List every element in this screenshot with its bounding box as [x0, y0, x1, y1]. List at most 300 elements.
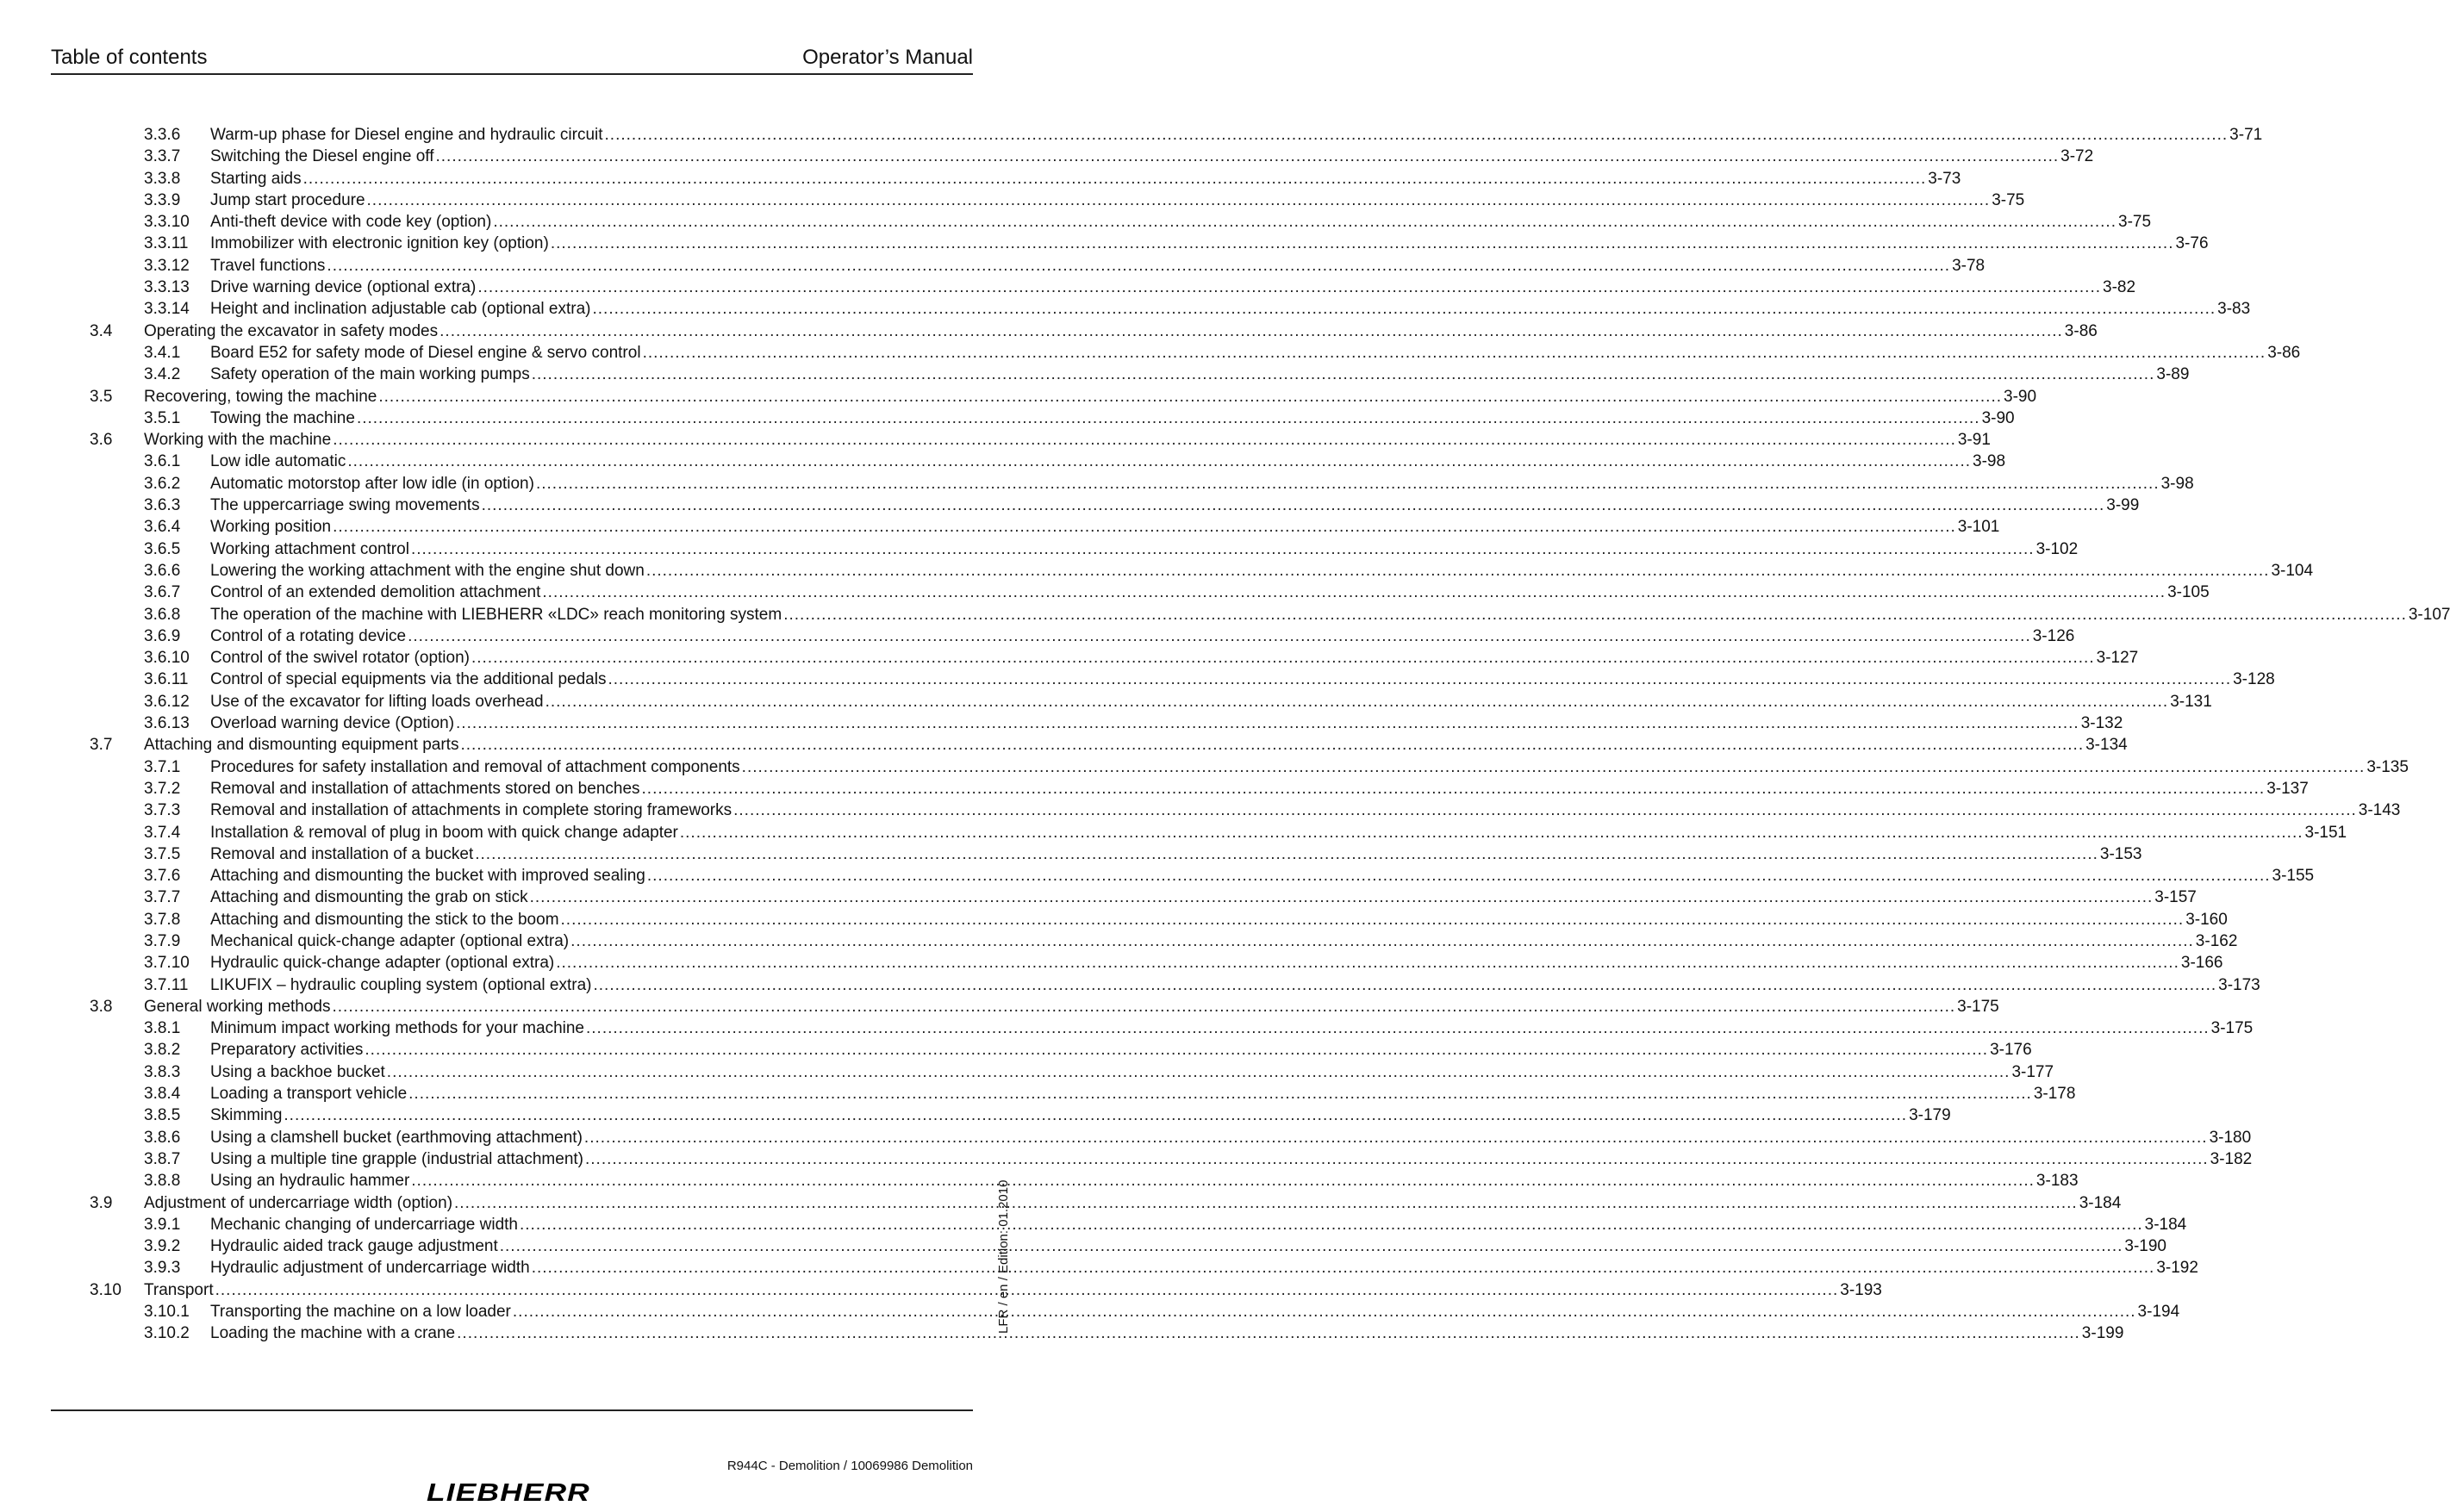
- toc-entry-line: [210, 691, 2212, 712]
- toc-entry[interactable]: [90, 1061, 2054, 1083]
- toc-entry-title: Removal and installation of attachments stored on benches: [210, 779, 640, 798]
- toc-entry-number: 3.9.2: [144, 1237, 181, 1256]
- toc-entry-number: 3.7.11: [144, 975, 189, 994]
- toc-entry[interactable]: [90, 538, 2079, 560]
- toc-entry-number: 3.5.1: [144, 408, 181, 427]
- toc-entry-page: 3-177: [2011, 1062, 2054, 1081]
- toc-entry-number: 3.8.8: [144, 1172, 181, 1191]
- toc-entry-line: [210, 1170, 2079, 1192]
- toc-entry-line: [144, 734, 2128, 756]
- toc-entry-number: 3.8.1: [144, 1019, 181, 1038]
- toc-entry-title: Travel functions: [210, 256, 326, 275]
- toc-entry-title: Using a clamshell bucket (earthmoving attachment): [210, 1128, 583, 1147]
- toc-entry-title: Hydraulic aided track gauge adjustment: [210, 1237, 498, 1256]
- toc-dot-leader: ............................................................................................................................................................................................................................................................................................................: [642, 343, 2266, 362]
- toc-dot-leader: ............................................................................................................................................................................................................................................................................................................: [783, 605, 2407, 624]
- toc-dot-leader: ............................................................................................................................................................................................................................................................................................................: [356, 408, 1980, 427]
- toc-entry-line: [210, 1039, 2032, 1061]
- toc-entry-line: [210, 255, 1986, 277]
- toc-dot-leader: ............................................................................................................................................................................................................................................................................................................: [332, 997, 1956, 1016]
- toc-dot-leader: ............................................................................................................................................................................................................................................................................................................: [586, 1019, 2210, 1038]
- toc-entry-number: 3.6.5: [144, 539, 181, 558]
- edition-note: LFR / en / Edition: 01.2010: [996, 1179, 1011, 1334]
- toc-dot-leader: ............................................................................................................................................................................................................................................................................................................: [408, 626, 2031, 645]
- toc-entry-number: 3.4: [90, 321, 113, 340]
- toc-entry[interactable]: [90, 625, 2075, 647]
- toc-entry-line: [144, 1192, 2122, 1214]
- toc-entry-line: [210, 604, 2450, 625]
- toc-entry[interactable]: [90, 168, 1961, 190]
- toc-entry-title: Safety operation of the main working pumps: [210, 365, 530, 384]
- toc-entry-page: 3-194: [2137, 1303, 2180, 1322]
- footer-document-code: R944C - Demolition / 10069986 Demolition: [726, 1459, 973, 1473]
- toc-entry-number: 3.8.6: [144, 1128, 181, 1147]
- toc-dot-leader: ............................................................................................................................................................................................................................................................................................................: [585, 1149, 2209, 1168]
- toc-entry-page: 3-137: [2266, 779, 2309, 798]
- toc-entry[interactable]: [90, 386, 2037, 408]
- toc-dot-leader: ............................................................................................................................................................................................................................................................................................................: [542, 583, 2166, 602]
- toc-entry-page: 3-178: [2033, 1085, 2076, 1104]
- toc-entry-page: 3-75: [2118, 213, 2152, 232]
- toc-entry-line: [210, 1148, 2253, 1170]
- toc-entry-title: Installation & removal of plug in boom with quick change adapter: [210, 823, 678, 842]
- toc-entry-page: 3-155: [2272, 867, 2315, 886]
- toc-entry[interactable]: [90, 1235, 2167, 1257]
- toc-dot-leader: ............................................................................................................................................................................................................................................................................................................: [435, 147, 2060, 166]
- toc-entry-page: 3-101: [1957, 518, 2000, 537]
- toc-dot-leader: ............................................................................................................................................................................................................................................................................................................: [284, 1106, 1908, 1125]
- toc-entry-number: 3.7.7: [144, 888, 181, 907]
- toc-entry[interactable]: [90, 473, 2194, 495]
- toc-dot-leader: ............................................................................................................................................................................................................................................................................................................: [641, 779, 2266, 798]
- toc-entry[interactable]: [90, 669, 2275, 690]
- toc-entry[interactable]: [90, 560, 2314, 582]
- toc-entry-line: [210, 516, 2000, 538]
- toc-entry-page: 3-76: [2175, 234, 2209, 253]
- toc-entry-number: 3.8.5: [144, 1106, 181, 1125]
- toc-entry-page: 3-160: [2185, 910, 2228, 929]
- toc-entry-title: Immobilizer with electronic ignition key (option): [210, 234, 549, 253]
- toc-entry-page: 3-89: [2156, 365, 2190, 384]
- toc-entry[interactable]: [90, 822, 2347, 843]
- toc-entry-line: [210, 146, 2094, 167]
- toc-entry-page: 3-86: [2064, 321, 2098, 340]
- toc-entry[interactable]: [90, 342, 2301, 364]
- toc-entry-line: [210, 451, 2006, 472]
- toc-entry-number: 3.4.1: [144, 343, 181, 362]
- toc-entry-line: [210, 778, 2309, 800]
- toc-dot-leader: ............................................................................................................................................................................................................................................................................................................: [535, 474, 2160, 493]
- toc-entry[interactable]: [90, 974, 2260, 996]
- toc-entry-page: 3-190: [2124, 1237, 2167, 1256]
- toc-entry-page: 3-83: [2217, 300, 2251, 319]
- header-manual-name: Operator’s Manual: [802, 46, 973, 69]
- toc-dot-leader: ............................................................................................................................................................................................................................................................................................................: [520, 1215, 2143, 1234]
- toc-entry-title: Transporting the machine on a low loader: [210, 1303, 511, 1322]
- toc-entry-title: Overload warning device (Option): [210, 714, 455, 733]
- toc-entry-title: Working position: [210, 518, 332, 537]
- toc-entry-title: Attaching and dismounting equipment parts: [144, 736, 459, 755]
- toc-entry-title: Hydraulic quick-change adapter (optional extra): [210, 954, 555, 973]
- toc-entry-number: 3.9.1: [144, 1215, 181, 1234]
- toc-entry[interactable]: [90, 909, 2228, 930]
- toc-entry-title: Switching the Diesel engine off: [210, 147, 434, 166]
- toc-entry-page: 3-73: [1928, 169, 1961, 188]
- toc-entry-number: 3.9.3: [144, 1259, 181, 1278]
- toc-entry[interactable]: [90, 952, 2223, 974]
- header-divider: [51, 73, 973, 75]
- toc-entry[interactable]: [90, 146, 2094, 167]
- toc-entry-title: Anti-theft device with code key (option): [210, 213, 492, 232]
- toc-entry-line: [210, 473, 2194, 495]
- toc-entry-number: 3.6.9: [144, 626, 181, 645]
- toc-entry-line: [210, 342, 2301, 364]
- toc-entry-page: 3-75: [1992, 190, 2025, 209]
- toc-entry-line: [144, 996, 1999, 1017]
- toc-dot-leader: ............................................................................................................................................................................................................................................................................................................: [531, 365, 2155, 384]
- toc-entry-page: 3-166: [2180, 954, 2223, 973]
- toc-entry[interactable]: [90, 1170, 2079, 1192]
- toc-entry-page: 3-134: [2085, 736, 2128, 755]
- toc-entry[interactable]: [90, 277, 2136, 298]
- toc-entry-title: Using a multiple tine grapple (industrial attachment): [210, 1149, 583, 1168]
- toc-dot-leader: ............................................................................................................................................................................................................................................................................................................: [550, 234, 2174, 253]
- toc-dot-leader: ............................................................................................................................................................................................................................................................................................................: [608, 670, 2232, 689]
- toc-entry-title: Loading a transport vehicle: [210, 1085, 408, 1104]
- toc-entry-title: LIKUFIX – hydraulic coupling system (optional extra): [210, 975, 592, 994]
- toc-entry-number: 3.7.6: [144, 867, 181, 886]
- toc-entry[interactable]: [90, 691, 2212, 712]
- toc-dot-leader: ............................................................................................................................................................................................................................................................................................................: [646, 867, 2271, 886]
- toc-entry[interactable]: [90, 451, 2006, 472]
- toc-entry-title: Using a backhoe bucket: [210, 1062, 385, 1081]
- toc-entry-title: Using an hydraulic hammer: [210, 1172, 410, 1191]
- toc-dot-leader: ............................................................................................................................................................................................................................................................................................................: [454, 1193, 2078, 1212]
- toc-entry-line: [210, 298, 2251, 320]
- toc-entry[interactable]: [90, 1257, 2198, 1279]
- toc-entry-line: [210, 756, 2409, 778]
- toc-dot-leader: ............................................................................................................................................................................................................................................................................................................: [592, 300, 2216, 319]
- toc-dot-leader: ............................................................................................................................................................................................................................................................................................................: [583, 1128, 2208, 1147]
- toc-entry-line: [210, 190, 2025, 211]
- toc-entry-page: 3-193: [1840, 1280, 1882, 1299]
- toc-entry[interactable]: [90, 190, 2025, 211]
- toc-entry-title: Adjustment of undercarriage width (option): [144, 1193, 453, 1212]
- toc-entry-title: Control of an extended demolition attachment: [210, 583, 541, 602]
- toc-entry-number: 3.3.10: [144, 213, 190, 232]
- toc-entry-line: [210, 1301, 2180, 1322]
- toc-entry[interactable]: [90, 298, 2251, 320]
- toc-entry-title: Working attachment control: [210, 539, 409, 558]
- toc-dot-leader: ............................................................................................................................................................................................................................................................................................................: [386, 1062, 2010, 1081]
- toc-entry-title: Attaching and dismounting the bucket with improved sealing: [210, 867, 645, 886]
- toc-entry-page: 3-182: [2210, 1149, 2253, 1168]
- toc-dot-leader: ............................................................................................................................................................................................................................................................................................................: [302, 169, 1927, 188]
- toc-entry-line: [210, 495, 2140, 516]
- toc-dot-leader: ............................................................................................................................................................................................................................................................................................................: [512, 1303, 2136, 1322]
- toc-dot-leader: ............................................................................................................................................................................................................................................................................................................: [604, 126, 2229, 144]
- toc-entry-page: 3-128: [2233, 670, 2275, 689]
- toc-entry[interactable]: [90, 516, 2000, 538]
- toc-entry-number: 3.6.11: [144, 670, 189, 689]
- toc-entry-number: 3.7: [90, 736, 113, 755]
- toc-entry-title: Control of special equipments via the additional pedals: [210, 670, 607, 689]
- toc-entry-line: [210, 712, 2123, 734]
- toc-entry[interactable]: [90, 843, 2142, 865]
- toc-entry-title: Hydraulic adjustment of undercarriage width: [210, 1259, 530, 1278]
- toc-entry-page: 3-102: [2035, 539, 2079, 558]
- toc-entry[interactable]: [90, 320, 2098, 342]
- toc-dot-leader: ............................................................................................................................................................................................................................................................................................................: [556, 954, 2179, 973]
- toc-dot-leader: ............................................................................................................................................................................................................................................................................................................: [333, 518, 1956, 537]
- toc-entry-page: 3-151: [2304, 823, 2347, 842]
- toc-entry-page: 3-104: [2271, 561, 2314, 580]
- toc-entry-page: 3-82: [2103, 278, 2136, 297]
- toc-entry-page: 3-86: [2267, 343, 2301, 362]
- toc-entry-line: [210, 669, 2275, 690]
- toc-entry-title: Attaching and dismounting the grab on stick: [210, 888, 528, 907]
- toc-entry-number: 3.6.4: [144, 518, 181, 537]
- toc-entry-line: [210, 1083, 2076, 1104]
- toc-entry-number: 3.7.4: [144, 823, 181, 842]
- footer-divider: [51, 1409, 973, 1411]
- toc-entry-number: 3.6.13: [144, 714, 190, 733]
- toc-entry-title: Minimum impact working methods for your machine: [210, 1019, 584, 1038]
- toc-entry-page: 3-173: [2218, 975, 2260, 994]
- toc-entry-line: [210, 887, 2197, 908]
- toc-entry-line: [210, 930, 2238, 952]
- toc-entry[interactable]: [90, 887, 2197, 908]
- toc-dot-leader: ............................................................................................................................................................................................................................................................................................................: [408, 1085, 2032, 1104]
- toc-entry-page: 3-179: [1909, 1106, 1951, 1125]
- toc-entry[interactable]: [90, 1039, 2032, 1061]
- toc-entry-title: Operating the excavator in safety modes: [144, 321, 439, 340]
- toc-entry-page: 3-90: [1981, 408, 2015, 427]
- toc-entry[interactable]: [90, 1083, 2076, 1104]
- toc-dot-leader: ............................................................................................................................................................................................................................................................................................................: [481, 496, 2105, 515]
- toc-entry-line: [210, 1061, 2054, 1083]
- toc-dot-leader: ............................................................................................................................................................................................................................................................................................................: [741, 757, 2366, 776]
- toc-entry-number: 3.8.2: [144, 1041, 181, 1060]
- toc-dot-leader: ............................................................................................................................................................................................................................................................................................................: [215, 1280, 1839, 1299]
- toc-entry[interactable]: [90, 1192, 2122, 1214]
- toc-entry-number: 3.7.5: [144, 844, 181, 863]
- toc-dot-leader: ............................................................................................................................................................................................................................................................................................................: [477, 278, 2102, 297]
- toc-entry-number: 3.6.3: [144, 496, 181, 515]
- toc-dot-leader: ............................................................................................................................................................................................................................................................................................................: [545, 692, 2169, 711]
- toc-entry-title: Automatic motorstop after low idle (in option): [210, 474, 534, 493]
- toc-entry-number: 3.10.2: [144, 1324, 190, 1343]
- toc-entry-title: General working methods: [144, 997, 331, 1016]
- toc-dot-leader: ............................................................................................................................................................................................................................................................................................................: [327, 256, 1951, 275]
- toc-dot-leader: ............................................................................................................................................................................................................................................................................................................: [378, 387, 2003, 406]
- toc-entry-line: [210, 277, 2136, 298]
- toc-entry[interactable]: [90, 211, 2152, 233]
- toc-entry-page: 3-105: [2167, 583, 2210, 602]
- toc-entry-number: 3.6.1: [144, 452, 181, 471]
- toc-entry-title: Procedures for safety installation and removal of attachment components: [210, 757, 740, 776]
- toc-entry[interactable]: [90, 1017, 2254, 1039]
- toc-entry-title: Drive warning device (optional extra): [210, 278, 477, 297]
- toc-dot-leader: ............................................................................................................................................................................................................................................................................................................: [471, 649, 2095, 668]
- toc-entry[interactable]: [90, 647, 2139, 669]
- toc-dot-leader: ............................................................................................................................................................................................................................................................................................................: [475, 844, 2098, 863]
- toc-entry[interactable]: [90, 778, 2309, 800]
- liebherr-logo: [424, 1479, 593, 1505]
- toc-entry-title: Transport: [144, 1280, 214, 1299]
- toc-entry-line: [144, 1279, 1882, 1301]
- toc-entry-line: [210, 1322, 2124, 1344]
- toc-entry-number: 3.7.10: [144, 954, 190, 973]
- toc-entry-number: 3.4.2: [144, 365, 181, 384]
- toc-entry-page: 3-107: [2408, 605, 2450, 624]
- toc-entry-page: 3-183: [2035, 1172, 2079, 1191]
- toc-entry-number: 3.3.7: [144, 147, 181, 166]
- toc-entry-number: 3.8.7: [144, 1149, 181, 1168]
- toc-entry-line: [210, 974, 2260, 996]
- toc-entry-title: Skimming: [210, 1106, 283, 1125]
- toc-entry-number: 3.3.13: [144, 278, 190, 297]
- toc-entry-line: [210, 1214, 2187, 1235]
- toc-entry-line: [210, 952, 2223, 974]
- toc-entry-number: 3.7.3: [144, 801, 181, 820]
- toc-entry-page: 3-184: [2144, 1215, 2187, 1234]
- toc-entry[interactable]: [90, 734, 2128, 756]
- toc-dot-leader: ............................................................................................................................................................................................................................................................................................................: [411, 1172, 2035, 1191]
- toc-entry-title: Mechanic changing of undercarriage width: [210, 1215, 518, 1234]
- toc-entry-page: 3-153: [2099, 844, 2142, 863]
- toc-dot-leader: ............................................................................................................................................................................................................................................................................................................: [570, 931, 2194, 950]
- toc-entry[interactable]: [90, 255, 1986, 277]
- toc-dot-leader: ............................................................................................................................................................................................................................................................................................................: [440, 321, 2063, 340]
- toc-dot-leader: ............................................................................................................................................................................................................................................................................................................: [410, 539, 2035, 558]
- toc-entry-line: [210, 843, 2142, 865]
- toc-dot-leader: ............................................................................................................................................................................................................................................................................................................: [733, 801, 2357, 820]
- toc-entry-line: [210, 211, 2152, 233]
- toc-entry[interactable]: [90, 604, 2450, 625]
- toc-entry[interactable]: [90, 1301, 2180, 1322]
- toc-dot-leader: ............................................................................................................................................................................................................................................................................................................: [499, 1237, 2123, 1256]
- toc-entry[interactable]: [90, 124, 2263, 146]
- toc-entry-number: 3.6.10: [144, 649, 190, 668]
- toc-entry-title: Working with the machine: [144, 431, 332, 450]
- liebherr-logo-text: LIEBHERR: [427, 1479, 590, 1507]
- toc-entry-title: Recovering, towing the machine: [144, 387, 377, 406]
- toc-entry-page: 3-175: [2210, 1019, 2254, 1038]
- toc-entry[interactable]: [90, 582, 2210, 603]
- toc-entry-page: 3-162: [2195, 931, 2238, 950]
- toc-entry-page: 3-157: [2154, 888, 2197, 907]
- toc-entry-title: Starting aids: [210, 169, 302, 188]
- toc-entry-page: 3-99: [2106, 496, 2140, 515]
- toc-dot-leader: ............................................................................................................................................................................................................................................................................................................: [593, 975, 2217, 994]
- toc-entry-number: 3.5: [90, 387, 113, 406]
- toc-entry[interactable]: [90, 364, 2190, 385]
- toc-entry-title: Mechanical quick-change adapter (optional extra): [210, 931, 570, 950]
- toc-entry-page: 3-127: [2096, 649, 2139, 668]
- toc-entry[interactable]: [90, 408, 2015, 429]
- toc-dot-leader: ............................................................................................................................................................................................................................................................................................................: [457, 1324, 2080, 1343]
- header-title: Table of contents: [51, 46, 208, 69]
- toc-entry-line: [210, 582, 2210, 603]
- toc-entry-line: [210, 909, 2228, 930]
- toc-entry-line: [210, 647, 2139, 669]
- toc-entry-page: 3-98: [1973, 452, 2006, 471]
- toc-entry[interactable]: [90, 712, 2123, 734]
- toc-entry-number: 3.3.11: [144, 234, 189, 253]
- toc-entry[interactable]: [90, 996, 1999, 1017]
- toc-dot-leader: ............................................................................................................................................................................................................................................................................................................: [645, 561, 2270, 580]
- toc-entry-number: 3.10: [90, 1280, 122, 1299]
- toc-entry-title: The uppercarriage swing movements: [210, 496, 480, 515]
- toc-entry-line: [210, 1104, 1951, 1126]
- toc-entry[interactable]: [90, 800, 2401, 821]
- toc-dot-leader: ............................................................................................................................................................................................................................................................................................................: [531, 1259, 2155, 1278]
- toc-entry-title: Control of the swivel rotator (option): [210, 649, 470, 668]
- toc-entry-line: [210, 124, 2263, 146]
- toc-entry-page: 3-71: [2229, 126, 2263, 144]
- toc-entry-page: 3-126: [2032, 626, 2075, 645]
- toc-entry[interactable]: [90, 1104, 1951, 1126]
- toc-entry-page: 3-143: [2358, 801, 2401, 820]
- toc-entry-number: 3.6.8: [144, 605, 181, 624]
- toc-entry-number: 3.6: [90, 431, 113, 450]
- toc-dot-leader: ............................................................................................................................................................................................................................................................................................................: [460, 736, 2085, 755]
- toc-entry-page: 3-98: [2160, 474, 2194, 493]
- toc-entry[interactable]: [90, 865, 2315, 887]
- toc-entry-number: 3.10.1: [144, 1303, 190, 1322]
- toc-entry[interactable]: [90, 1279, 1882, 1301]
- toc-entry[interactable]: [90, 1214, 2187, 1235]
- toc-entry[interactable]: [90, 930, 2238, 952]
- toc-entry-number: 3.7.9: [144, 931, 181, 950]
- toc-entry[interactable]: [90, 1148, 2253, 1170]
- toc-entry-title: Warm-up phase for Diesel engine and hydraulic circuit: [210, 126, 603, 144]
- toc-entry-number: 3.8.3: [144, 1062, 181, 1081]
- toc-entry[interactable]: [90, 495, 2140, 516]
- toc-entry-title: Lowering the working attachment with the engine shut down: [210, 561, 645, 580]
- toc-entry[interactable]: [90, 756, 2409, 778]
- toc-entry-title: Use of the excavator for lifting loads overhead: [210, 692, 544, 711]
- toc-entry-title: Towing the machine: [210, 408, 355, 427]
- toc-entry[interactable]: [90, 1322, 2124, 1344]
- toc-dot-leader: ............................................................................................................................................................................................................................................................................................................: [493, 213, 2116, 232]
- toc-entry-line: [210, 822, 2347, 843]
- toc-entry-page: 3-90: [2004, 387, 2037, 406]
- toc-entry-page: 3-91: [1957, 431, 1991, 450]
- toc-entry-line: [210, 800, 2401, 821]
- toc-entry-line: [210, 1235, 2167, 1257]
- toc-entry-line: [210, 560, 2314, 582]
- toc-entry[interactable]: [90, 1127, 2252, 1148]
- toc-entry-line: [210, 1017, 2254, 1039]
- toc-entry[interactable]: [90, 429, 1991, 451]
- toc-entry-line: [210, 408, 2015, 429]
- toc-entry-number: 3.9: [90, 1193, 113, 1212]
- toc-entry-number: 3.7.1: [144, 757, 181, 776]
- toc-entry-title: Height and inclination adjustable cab (optional extra): [210, 300, 591, 319]
- toc-entry-line: [210, 1127, 2252, 1148]
- toc-entry-number: 3.7.2: [144, 779, 181, 798]
- toc-entry[interactable]: [90, 233, 2209, 254]
- toc-entry-title: Board E52 for safety mode of Diesel engine & servo control: [210, 343, 641, 362]
- toc-entry-line: [210, 364, 2190, 385]
- toc-entry-title: Removal and installation of a bucket: [210, 844, 474, 863]
- toc-entry-page: 3-135: [2366, 757, 2409, 776]
- toc-entry-page: 3-131: [2170, 692, 2212, 711]
- toc-entry-number: 3.6.2: [144, 474, 181, 493]
- toc-entry-title: Preparatory activities: [210, 1041, 364, 1060]
